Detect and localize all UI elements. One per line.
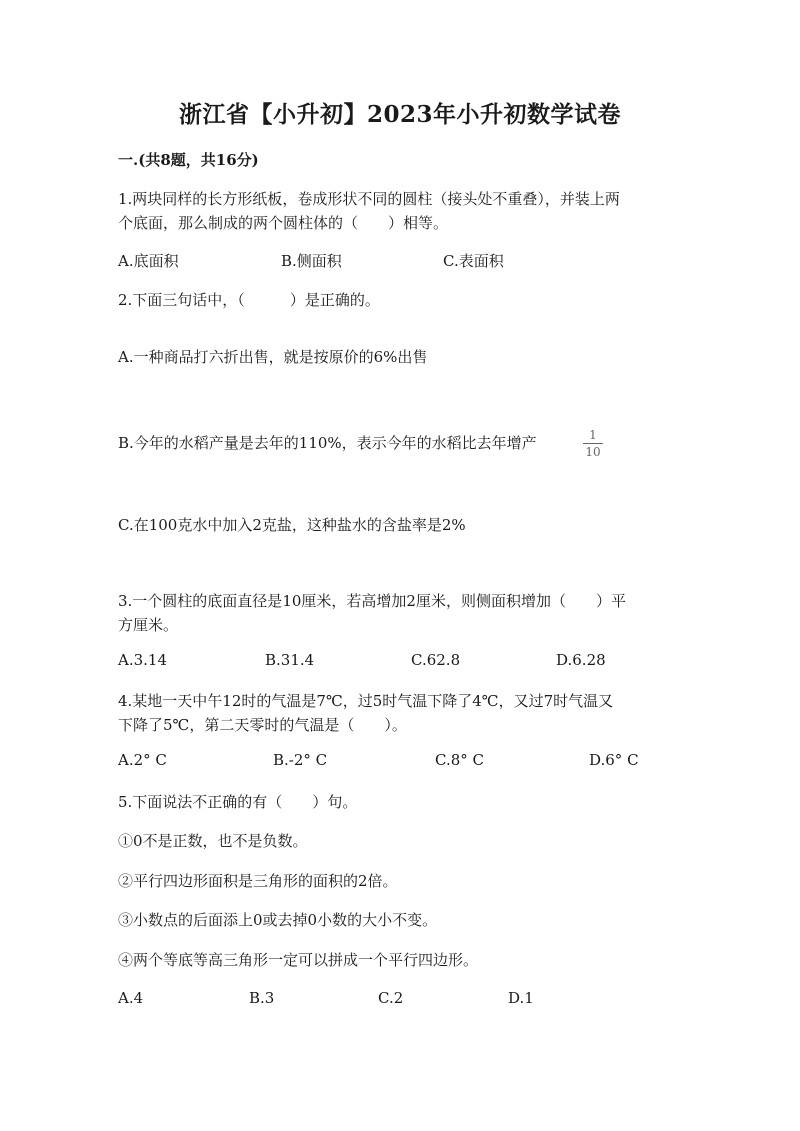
question-4-option-d: D.6° C	[589, 751, 639, 769]
question-3-option-a: A.3.14	[118, 651, 167, 669]
question-4-option-b: B.-2° C	[273, 751, 328, 769]
page-title: 浙江省【小升初】2023年小升初数学试卷	[178, 101, 621, 128]
question-3-line-1: 3.一个圆柱的底面直径是10厘米，若高增加2厘米，则侧面积增加（ ）平	[118, 592, 626, 610]
question-5-option-c: C.2	[378, 989, 404, 1007]
question-4-option-c: C.8° C	[435, 751, 484, 769]
question-1-line-2: 个底面，那么制成的两个圆柱体的（ ）相等。	[118, 214, 449, 232]
question-1-option-c: C.表面积	[443, 252, 504, 270]
question-1-option-a: A.底面积	[118, 252, 179, 270]
question-5-stem: 5.下面说法不正确的有（ ）句。	[118, 793, 358, 811]
question-5-option-b: B.3	[249, 989, 275, 1007]
question-5-statement-4: ④两个等底等高三角形一定可以拼成一个平行四边形。	[118, 951, 479, 969]
question-2-option-c: C.在100克水中加入2克盐，这种盐水的含盐率是2%	[118, 516, 466, 534]
question-5-option-d: D.1	[508, 989, 534, 1007]
fraction-numerator: 1	[589, 428, 597, 442]
fraction-bar	[583, 443, 603, 444]
question-5-statement-1: ①0不是正数，也不是负数。	[118, 832, 308, 850]
question-1-option-b: B.侧面积	[281, 252, 342, 270]
question-5-statement-3: ③小数点的后面添上0或去掉0小数的大小不变。	[118, 911, 438, 929]
fraction-denominator: 10	[585, 445, 601, 459]
question-4-line-1: 4.某地一天中午12时的气温是7℃，过5时气温下降了4℃，又过7时气温又	[118, 692, 614, 710]
section-heading: 一.(共8题，共16分)	[118, 151, 259, 169]
question-4-option-a: A.2° C	[118, 751, 167, 769]
fraction-one-tenth	[583, 428, 603, 459]
question-2-option-b: B.今年的水稻产量是去年的110%，表示今年的水稻比去年增产	[118, 434, 537, 452]
question-3-option-d: D.6.28	[556, 651, 606, 669]
question-4-line-2: 下降了5℃，第二天零时的气温是（ ）。	[118, 716, 407, 734]
question-3-option-c: C.62.8	[411, 651, 461, 669]
question-5-option-a: A.4	[118, 989, 144, 1007]
question-2-option-a: A.一种商品打六折出售，就是按原价的6%出售	[118, 348, 428, 366]
question-3-option-b: B.31.4	[265, 651, 315, 669]
question-5-statement-2: ②平行四边形面积是三角形的面积的2倍。	[118, 872, 398, 890]
question-1-line-1: 1.两块同样的长方形纸板，卷成形状不同的圆柱（接头处不重叠），并装上两	[118, 190, 620, 208]
question-3-line-2: 方厘米。	[118, 616, 179, 634]
question-2-stem: 2.下面三句话中，（ ）是正确的。	[118, 291, 380, 309]
